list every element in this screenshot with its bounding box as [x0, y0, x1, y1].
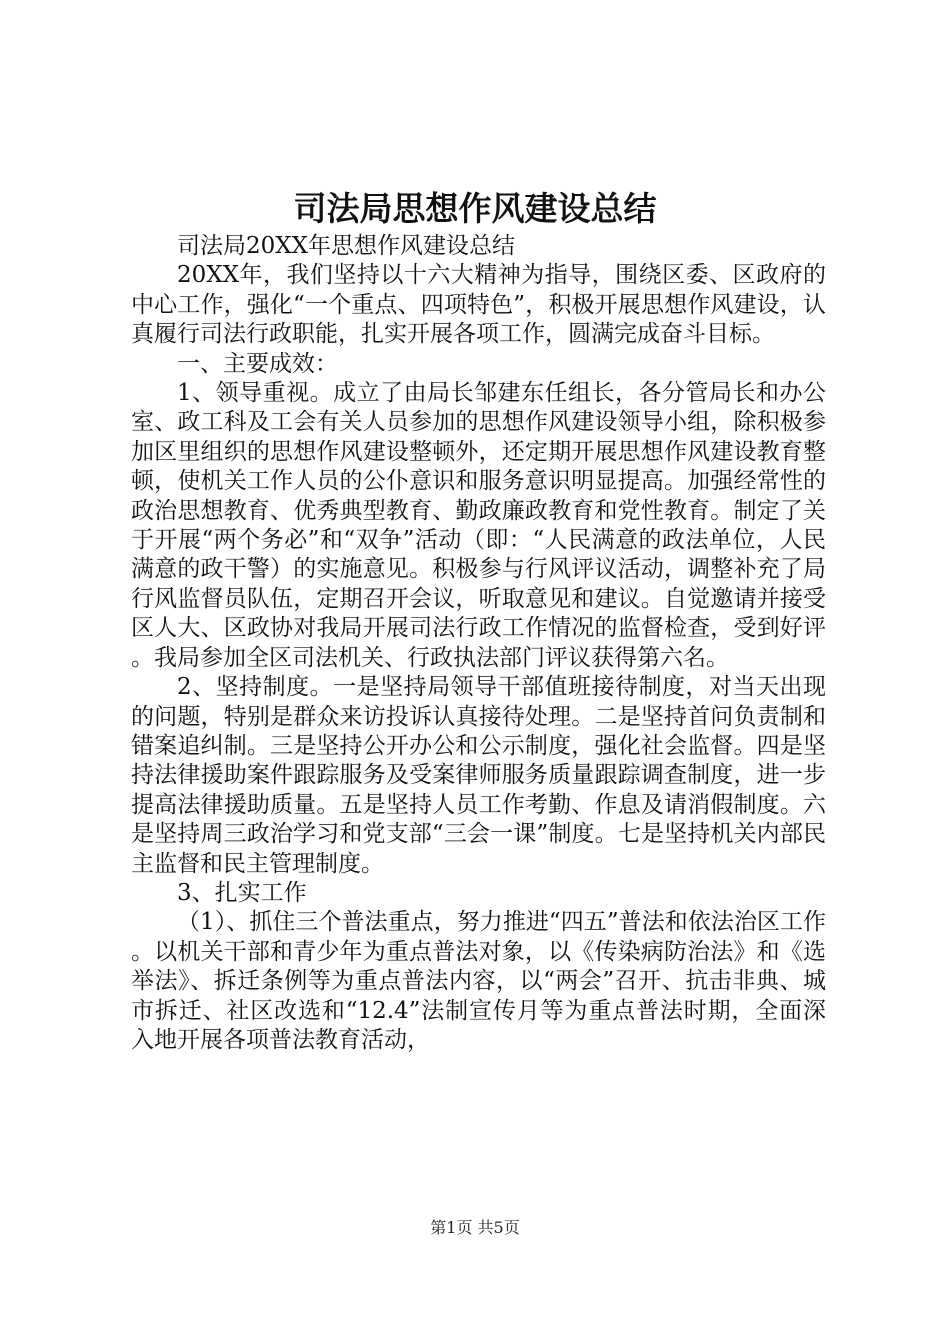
page-number: 第1页 共5页 — [430, 1218, 520, 1237]
paragraph-systems: 2、坚持制度。一是坚持局领导干部值班接待制度，对当天出现的问题，特别是群众来访投诉认真接待处理。二是坚持首问负责制和错案追纠制。三是坚持公开办公和公示制度，强化社会监督。四是坚持法律援助案件跟踪服务及受案律师服务质量跟踪调查制度，进一步提高法律援助质量。五是坚持人员工作考勤、作息及请消假制度。六是坚持周三政治学习和党支部“三会一课”制度。七是坚持机关内部民主监督和民主管理制度。 — [131, 674, 826, 877]
paragraph-legal-education: （1）、抓住三个普法重点，努力推进“四五”普法和依法治区工作。以机关干部和青少年为重点普法对象，以《传染病防治法》和《选举法》、拆迁条例等为重点普法内容，以“两会”召开、抗击非典、城市拆迁、社区改选和“12.4”法制宣传月等为重点普法时期，全面深入地开展各项普法教育活动， — [131, 909, 826, 1053]
subheading-solid-work: 3、扎实工作 — [177, 879, 307, 906]
document-body — [131, 232, 826, 1055]
document-title: 司法局思想作风建设总结 — [293, 189, 657, 228]
paragraph-subtitle: 司法局20XX年思想作风建设总结 — [177, 233, 516, 259]
section-heading-main-results: 一、主要成效： — [177, 350, 338, 377]
paragraph-leadership: 1、领导重视。成立了由局长邹建东任组长，各分管局长和办公室、政工科及工会有关人员参加的思想作风建设领导小组，除积极参加区里组织的思想作风建设整顿外，还定期开展思想作风建设教育整顿，使机关工作人员的公仆意识和服务意识明显提高。加强经常性的政治思想教育、优秀典型教育、勤政廉政教育和党性教育。制定了关于开展“两个务必”和“双争”活动（即：“人民满意的政法单位，人民满意的政干警）的实施意见。积极参与行风评议活动，调整补充了局行风监督员队伍，定期召开会议，听取意见和建议。自觉邀请并接受区人大、区政协对我局开展司法行政工作情况的监督检查，受到好评。我局参加全区司法机关、行政执法部门评议获得第六名。 — [131, 380, 826, 671]
paragraph-intro: 20XX年，我们坚持以十六大精神为指导，围绕区委、区政府的中心工作，强化“一个重点、四项特色”，积极开展思想作风建设，认真履行司法行政职能，扎实开展各项工作，圆满完成奋斗目标。 — [131, 262, 826, 348]
